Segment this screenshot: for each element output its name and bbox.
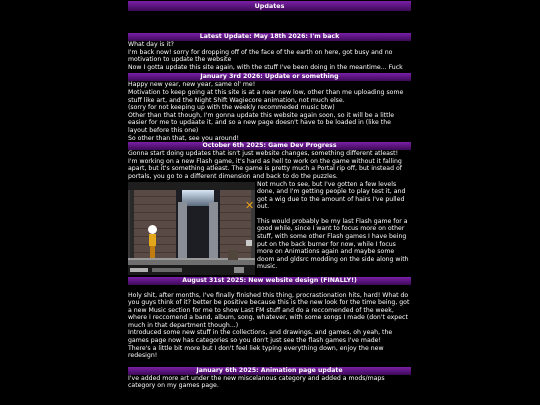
post-line: I'm working on a new Flash game, it's hard as hell to work on the game without it falling apart, but it's something atleast. The game is pretty much a Portal rip off, but instead of portals, you go to a different dimension and back to do the puzzles. <box>128 157 402 180</box>
x-marker-icon: ✕ <box>245 198 255 212</box>
post-line: Gonna start doing updates that isn't just website changes, something different atleast! <box>128 150 399 158</box>
main-column <box>128 0 411 405</box>
page-title: Updates <box>128 1 411 11</box>
player-body <box>149 234 156 246</box>
post <box>128 277 411 360</box>
post-line: Now I gotta update this site again, with the stuff I've been doing in the meantime... Fuck <box>128 63 403 71</box>
post <box>128 142 411 274</box>
post <box>128 73 411 142</box>
post-line: I've added more art under the new miscelanous category and added a mods/maps category on my games page. <box>128 374 385 390</box>
post-title: January 3rd 2026: Update or something <box>128 73 411 81</box>
post-line: I'm back now! sorry for dropping off of the face of the earth on here, got busy and no motivation to update the website <box>128 48 393 64</box>
post-line: Other than that though, I'm gonna update this website again soon, so it will be a little easier for me to updaate it, and so a new page doesn't have to be loaded in (like the layout before this one) <box>128 111 395 134</box>
post-line: What day is it? <box>128 41 174 48</box>
post-line: This would probably be my last Flash game for a good while, since I want to focus more on other stuff, with some other Flash games I have being put on the back burner for now, while I focus more on Animations again and maybe some doom and gldsrc modding on the side along with music. <box>257 217 409 271</box>
post <box>128 33 411 71</box>
post-title: October 6th 2025: Game Dev Progress <box>128 142 411 150</box>
post-line: So other than that, see you around! <box>128 134 240 142</box>
post-media-block <box>128 181 411 275</box>
post-line: Motivation to keep going at this site is at a near new low, other than me uploading some stuff like art, and the Night Shift Wagiecore animation, not much else. <box>128 88 404 104</box>
post-line: (sorry for not keeping up with the weekly recommeded music btw) <box>128 104 335 112</box>
post-line: Holy shit, after months, I've finally finished this thing, procrastionation hits, hard! What do you guys think of it? better be positive because this is the new look for the time being, got a new Music section for me to show Last FM stuff and do a reccomended of the week, where I reccomend a band, album, song, whatever, with some songs I made (don't expect much in that department though...) <box>128 291 410 329</box>
player-head <box>148 225 157 234</box>
post-title: August 31st 2025: New website design (FINALLY!) <box>128 277 411 285</box>
post-title: Latest Update: May 18th 2026: I'm back <box>128 33 411 41</box>
game-screenshot <box>128 182 255 275</box>
post-line: Introduced some new stuff in the collections, and drawings, and games, oh yeah, the games page now has categories so you don't just see the flash games I've made! <box>128 329 393 345</box>
post-line: Happy new year, new year, same ol' me! <box>128 81 256 89</box>
post <box>128 367 411 390</box>
posts-list <box>128 33 411 390</box>
post-line: There's a little bit more but I don't feel liek typing everything down, enjoy the new redesign! <box>128 344 384 360</box>
post-title: January 6th 2025: Animation page update <box>128 367 411 375</box>
post-line: Not much to see, but I've gotten a few levels done, and I'm getting people to play test it, and got a wig due to the amount of hairs I've pulled out. <box>257 180 406 211</box>
